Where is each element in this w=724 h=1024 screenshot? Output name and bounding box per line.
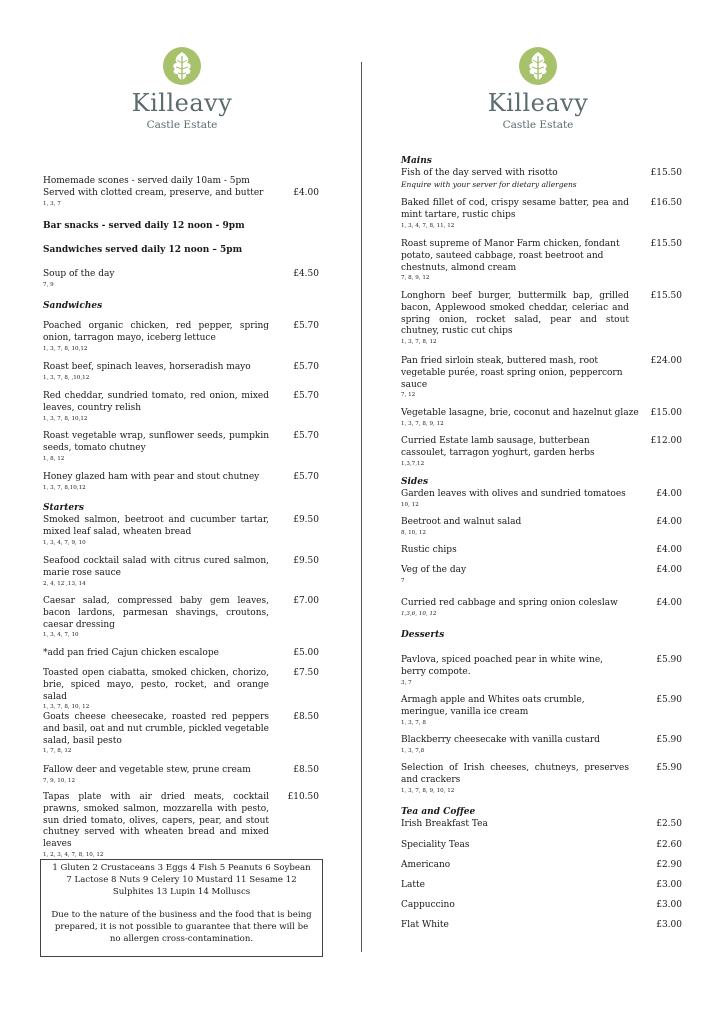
allergen-info-box	[40, 859, 323, 957]
menu-item-fish-of-day	[401, 168, 682, 190]
item-price: £4.00	[656, 517, 682, 527]
item-name: Goats cheese cheesecake, roasted red peppers and basil, oat and nut crumble, pickled vegetable salad, basil pesto	[43, 712, 269, 746]
column-divider	[361, 62, 362, 952]
oak-leaf-icon	[518, 46, 558, 86]
item-name: Armagh apple and Whites oats crumble, meringue, vanilla ice cream	[401, 695, 585, 717]
menu-item	[43, 515, 319, 547]
menu-item	[43, 765, 319, 785]
menu-item	[401, 489, 682, 509]
item-description: Served with clotted cream, preserve, and butter	[43, 187, 264, 198]
menu-item	[401, 920, 682, 932]
item-price: £8.50	[293, 712, 319, 722]
section-heading-starters: Starters	[43, 503, 84, 513]
menu-item	[401, 291, 682, 346]
item-price: £3.00	[656, 880, 682, 890]
item-name: Cappuccino	[401, 900, 455, 910]
item-name: Americano	[401, 860, 451, 870]
menu-item	[401, 880, 682, 892]
item-allergens: 1, 3, 7, 8, 10, 12	[43, 704, 90, 711]
item-name: Flat White	[401, 920, 449, 930]
section-heading-tea-coffee: Tea and Coffee	[401, 807, 476, 817]
item-name: Irish Breakfast Tea	[401, 819, 488, 829]
item-name: Selection of Irish cheeses, chutneys, preserves and crackers	[401, 763, 629, 785]
brand-subtitle: Castle Estate	[502, 119, 574, 131]
item-price: £5.70	[293, 362, 319, 372]
item-name: Red cheddar, sundried tomato, red onion, mixed leaves, country relish	[43, 391, 269, 413]
menu-item	[401, 239, 682, 282]
menu-item	[401, 735, 682, 755]
item-price: £5.70	[293, 391, 319, 401]
allergen-key: 1 Gluten 2 Crustaceans 3 Eggs 4 Fish 5 Peanuts 6 Soybean 7 Lactose 8 Nuts 9 Celery 10 Mustard 11 Sesame 12 Sulphites 13 Lupin 14 Molluscs	[52, 863, 311, 897]
item-price: £12.00	[650, 436, 682, 446]
item-price: £5.00	[293, 648, 319, 658]
menu-item	[401, 695, 682, 727]
item-allergens: 1,3,6, 10, 12	[401, 610, 437, 617]
item-price: £5.70	[293, 472, 319, 482]
item-name: Blackberry cheesecake with vanilla custard	[401, 735, 600, 745]
item-allergens: 1, 3, 7,8	[401, 747, 425, 754]
item-allergens: 1, 2, 3, 4, 7, 8, 10, 12	[43, 851, 104, 858]
item-name: Toasted open ciabatta, smoked chicken, chorizo, brie, spiced mayo, pesto, rocket, and orange salad	[43, 668, 269, 702]
item-price: £8.50	[293, 765, 319, 775]
item-name: Baked fillet of cod, crispy sesame batter, pea and mint tartare, rustic chips	[401, 198, 629, 220]
item-price: £4.00	[656, 565, 682, 575]
item-price: £2.90	[656, 860, 682, 870]
item-price: £15.50	[650, 168, 682, 178]
item-allergens: 7, 12	[401, 392, 416, 399]
menu-item	[43, 648, 319, 660]
item-name: *add pan fried Cajun chicken escalope	[43, 648, 219, 658]
brand-name: Killeavy	[487, 89, 589, 117]
item-allergens: 1, 3, 7, 8	[401, 719, 426, 726]
item-allergens: 2, 4, 12 ,13, 14	[43, 580, 86, 587]
item-name: Longhorn beef burger, buttermilk bap, grilled bacon, Applewood smoked cheddar, celeriac and spring onion, rocket salad, pear and stout chutney, rustic cut chips	[401, 291, 629, 337]
item-price: £4.00	[293, 188, 319, 198]
menu-item	[43, 596, 319, 639]
item-name: Soup of the day	[43, 269, 115, 279]
item-allergens: 1, 7, 8, 12	[43, 748, 72, 755]
menu-item	[401, 860, 682, 872]
item-price: £16.50	[650, 198, 682, 208]
item-allergens: 1, 3, 7, 8, 12	[401, 339, 437, 346]
allergen-disclaimer: Due to the nature of the business and the food that is being prepared, it is not possible to guarantee that there will be no allergen cross-contamination.	[51, 910, 312, 944]
item-price: £4.50	[293, 269, 319, 279]
item-allergens: 7, 9, 10, 12	[43, 777, 76, 784]
item-allergens: 1, 3, 7, 8,10,12	[43, 484, 86, 491]
menu-item	[401, 198, 682, 230]
item-name: Beetroot and walnut salad	[401, 517, 522, 527]
menu-item	[43, 431, 319, 463]
menu-item-scones	[43, 176, 319, 208]
item-name: Curried Estate lamb sausage, butterbean cassoulet, tarragon yoghurt, garden herbs	[401, 436, 595, 458]
item-price: £5.90	[656, 763, 682, 773]
menu-item	[401, 565, 682, 585]
menu-item	[43, 556, 319, 588]
brand-name: Killeavy	[131, 89, 233, 117]
item-allergens: 1, 3, 7, 8, 9, 10, 12	[401, 787, 455, 794]
item-allergens: 7, 9	[43, 281, 54, 288]
item-allergens: 1, 3, 4, 7, 9, 10	[43, 539, 86, 546]
menu-item	[401, 763, 682, 795]
item-price: £7.00	[293, 596, 319, 606]
item-name: Roast supreme of Manor Farm chicken, fondant potato, sauteed cabbage, roast beetroot and chestnuts, almond cream	[401, 239, 620, 273]
logo-left	[102, 46, 262, 132]
menu-item	[401, 356, 682, 399]
item-allergens: 8, 10, 12	[401, 529, 426, 536]
menu-item	[401, 436, 682, 468]
item-name: Veg of the day	[401, 565, 467, 575]
item-name: Caesar salad, compressed baby gem leaves, bacon lardons, parmesan shavings, croutons, caesar dressing	[43, 596, 269, 630]
menu-item	[401, 655, 682, 687]
menu-item	[43, 472, 319, 492]
menu-item	[43, 321, 319, 353]
item-price: £9.50	[293, 515, 319, 525]
item-allergens: 1, 3, 7, 8, 9, 12	[401, 420, 444, 427]
item-note: Enquire with your server for dietary allergens	[401, 179, 577, 189]
item-allergens: 10, 12	[401, 501, 419, 508]
item-price: £5.90	[656, 655, 682, 665]
item-name: Pavlova, spiced poached pear in white wine, berry compote.	[401, 655, 604, 677]
item-price: £3.00	[656, 920, 682, 930]
item-price: £5.90	[656, 695, 682, 705]
item-price: £4.00	[656, 545, 682, 555]
item-price: £5.90	[656, 735, 682, 745]
menu-item	[401, 900, 682, 912]
item-name: Pan fried sirloin steak, buttered mash, root vegetable purée, roast spring onion, peppercorn sauce	[401, 356, 623, 390]
item-price: £3.00	[656, 900, 682, 910]
item-allergens: 1, 3, 7, 8, ,10,12	[43, 374, 90, 381]
item-price: £2.50	[656, 819, 682, 829]
item-allergens: 1, 3, 4, 7, 10	[43, 632, 79, 639]
oak-leaf-icon	[162, 46, 202, 86]
item-name: Latte	[401, 880, 425, 890]
menu-item-soup	[43, 269, 319, 289]
item-name: Vegetable lasagne, brie, coconut and hazelnut glaze	[401, 408, 639, 418]
item-name: Seafood cocktail salad with citrus cured salmon, marie rose sauce	[43, 556, 269, 578]
item-price: £9.50	[293, 556, 319, 566]
item-name: Tapas plate with air dried meats, cocktail prawns, smoked salmon, mozzarella with pesto, sun dried tomato, olives, capers, pear, and stout chutney served with wheaten bread and mixed leaves	[43, 792, 269, 850]
item-allergens: 3, 7	[401, 679, 412, 686]
logo-right	[458, 46, 618, 132]
item-allergens: 1,3,7,12	[401, 460, 425, 467]
item-name: Garden leaves with olives and sundried tomatoes	[401, 489, 626, 499]
item-allergens: 7	[401, 577, 405, 584]
item-allergens: 7, 8, 9, 12	[401, 275, 430, 282]
item-allergens: 1, 3, 7, 8, 10,12	[43, 345, 88, 352]
item-allergens: 1, 3, 7	[43, 200, 61, 207]
brand-subtitle: Castle Estate	[146, 119, 218, 131]
menu-item	[401, 517, 682, 537]
item-name: Honey glazed ham with pear and stout chutney	[43, 472, 260, 482]
item-name: Poached organic chicken, red pepper, spring onion, tarragon mayo, iceberg lettuce	[43, 321, 269, 343]
item-price: £15.50	[650, 291, 682, 301]
menu-item	[401, 840, 682, 852]
item-price: £7.50	[293, 668, 319, 678]
item-name: Rustic chips	[401, 545, 457, 555]
item-price: £2.60	[656, 840, 682, 850]
item-name: Fish of the day served with risotto	[401, 168, 558, 178]
menu-item	[401, 408, 682, 428]
item-name: Speciality Teas	[401, 840, 470, 850]
item-price: £24.00	[650, 356, 682, 366]
menu-item	[401, 598, 682, 618]
item-name: Fallow deer and vegetable stew, prune cream	[43, 765, 251, 775]
item-name: Roast vegetable wrap, sunflower seeds, pumpkin seeds, tomato chutney	[43, 431, 269, 453]
menu-item	[401, 545, 682, 557]
menu-item	[43, 391, 319, 423]
menu-item	[43, 668, 319, 711]
section-heading-desserts: Desserts	[401, 630, 445, 640]
menu-item	[43, 792, 319, 859]
item-name: Curried red cabbage and spring onion coleslaw	[401, 598, 618, 608]
item-name: Roast beef, spinach leaves, horseradish mayo	[43, 362, 251, 372]
item-price: £4.00	[656, 598, 682, 608]
item-allergens: 1, 3, 4, 7, 8, 11, 12	[401, 222, 455, 229]
sandwiches-served-heading: Sandwiches served daily 12 noon – 5pm	[43, 245, 243, 255]
item-price: £15.00	[650, 408, 682, 418]
section-heading-sides: Sides	[401, 477, 429, 487]
item-allergens: 1, 8, 12	[43, 455, 65, 462]
item-price: £5.70	[293, 431, 319, 441]
menu-item	[43, 712, 319, 755]
item-allergens: 1, 3, 7, 8, 10,12	[43, 415, 88, 422]
menu-item	[43, 362, 319, 382]
section-heading-mains: Mains	[401, 156, 432, 166]
section-heading-sandwiches: Sandwiches	[43, 301, 103, 311]
item-price: £15.50	[650, 239, 682, 249]
bar-snacks-heading: Bar snacks - served daily 12 noon - 9pm	[43, 221, 245, 231]
item-price: £5.70	[293, 321, 319, 331]
menu-item	[401, 819, 682, 831]
item-price: £10.50	[287, 792, 319, 802]
item-price: £4.00	[656, 489, 682, 499]
item-name: Smoked salmon, beetroot and cucumber tartar, mixed leaf salad, wheaten bread	[43, 515, 269, 537]
item-name: Homemade scones - served daily 10am - 5pm	[43, 176, 250, 186]
